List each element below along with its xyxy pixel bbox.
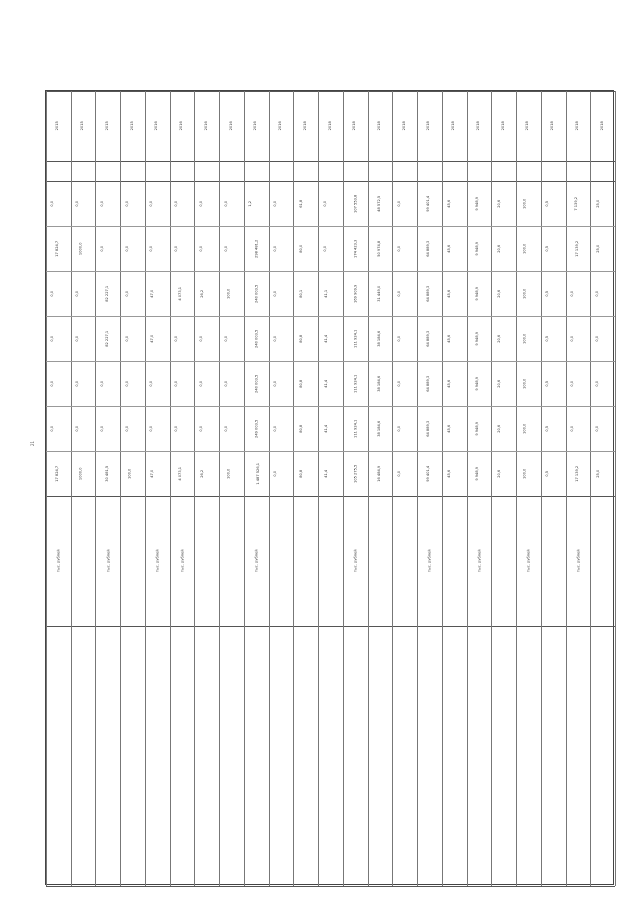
value-cell: 80,8 (298, 379, 303, 388)
year-cell: 2018 (450, 121, 455, 131)
value-cell: 20,6 (496, 469, 501, 478)
value-cell: 0,0 (50, 380, 55, 387)
value-cell: 41,4 (323, 379, 328, 388)
value-cell: 48 572,5 (377, 195, 382, 212)
value-cell: 0,0 (75, 335, 80, 342)
row-divider (491, 91, 492, 886)
value-cell: 107 553,8 (353, 194, 358, 213)
value-cell: 105 275,5 (353, 464, 358, 483)
value-cell: 111 924,1 (353, 419, 358, 438)
value-cell: 1000,0 (78, 242, 83, 255)
value-cell: 99 401,4 (426, 465, 431, 482)
value-cell: 45,6 (447, 469, 452, 478)
value-cell: 20,6 (496, 379, 501, 388)
value-cell: 47,0 (150, 289, 155, 298)
value-cell: 0,0 (198, 200, 203, 207)
value-cell: 99 401,4 (426, 195, 431, 212)
value-cell: 80,8 (298, 424, 303, 433)
value-cell: 0,0 (124, 245, 129, 252)
value-cell: 9 948,9 (474, 421, 479, 436)
value-cell: 45,6 (447, 289, 452, 298)
value-cell: 45,6 (447, 334, 452, 343)
value-cell: 100,0 (522, 288, 527, 299)
value-cell: 16 484,9 (377, 465, 382, 482)
value-cell: 0,0 (396, 200, 401, 207)
row-divider (541, 91, 542, 886)
year-cell: 2018 (475, 121, 480, 131)
value-cell: 17 139,2 (575, 465, 580, 482)
value-cell: 61,8 (298, 199, 303, 208)
unit-cell: тыс. рублей (526, 549, 531, 573)
value-cell: 20,6 (496, 424, 501, 433)
value-cell: 80,0 (298, 244, 303, 253)
row-divider (392, 91, 393, 886)
value-cell: 0,0 (174, 200, 179, 207)
value-divider (46, 451, 615, 452)
value-cell: 0,0 (396, 380, 401, 387)
value-cell: 174 423,3 (353, 239, 358, 258)
year-cell: 2018 (352, 121, 357, 131)
value-cell: 9 948,9 (474, 331, 479, 346)
value-cell: 0,0 (99, 380, 104, 387)
row-divider (269, 91, 270, 886)
year-cell: 2016 (203, 121, 208, 131)
value-cell: 0,0 (396, 245, 401, 252)
value-divider (46, 406, 615, 407)
value-cell: 111 924,1 (353, 329, 358, 348)
value-cell: 100,0 (522, 423, 527, 434)
year-cell: 2015 (104, 121, 109, 131)
row-divider (343, 91, 344, 886)
value-cell: 0,0 (273, 290, 278, 297)
value-cell: 0,0 (396, 335, 401, 342)
value-cell: 9 948,9 (474, 241, 479, 256)
row-divider (590, 91, 591, 886)
value-cell: 0,0 (223, 245, 228, 252)
value-cell: 0,0 (396, 425, 401, 432)
value-cell: 80,1 (298, 289, 303, 298)
value-cell: 0,0 (75, 290, 80, 297)
value-cell: 47,0 (150, 469, 155, 478)
value-cell: 41,4 (323, 424, 328, 433)
value-cell: 30 481,5 (105, 465, 110, 482)
row-divider (442, 91, 443, 886)
year-cell: 2016 (228, 121, 233, 131)
value-cell: 100,0 (225, 468, 230, 479)
value-cell: 0,0 (223, 425, 228, 432)
table-divider (46, 626, 615, 627)
value-cell: 31 449,0 (377, 285, 382, 302)
value-cell: 25,0 (595, 244, 600, 253)
value-cell: 240 003,5 (254, 374, 259, 393)
value-cell: 0,0 (594, 290, 599, 297)
value-cell: 9 948,9 (474, 286, 479, 301)
table-divider (46, 496, 615, 497)
value-cell: 0,0 (273, 380, 278, 387)
value-cell: 0,0 (273, 470, 278, 477)
value-cell: 298 481,2 (254, 239, 259, 258)
value-cell: 45,6 (447, 379, 452, 388)
value-cell: 0,5 (545, 245, 550, 252)
value-cell: 0,0 (198, 425, 203, 432)
value-cell: 64 889,3 (426, 420, 431, 437)
value-cell: 47,0 (150, 334, 155, 343)
value-cell: 0,5 (545, 380, 550, 387)
value-cell: 0,0 (223, 380, 228, 387)
value-cell: 7 139,2 (573, 196, 578, 211)
value-cell: 0,0 (174, 335, 179, 342)
value-cell: 0,0 (75, 380, 80, 387)
value-cell: 0,0 (149, 200, 154, 207)
value-cell: 240 003,5 (254, 329, 259, 348)
value-cell: 0,0 (273, 335, 278, 342)
unit-cell: тыс. рублей (155, 549, 160, 573)
row-divider (145, 91, 146, 886)
value-cell: 9 948,9 (474, 376, 479, 391)
value-cell: 0,0 (223, 335, 228, 342)
value-cell: 0,0 (322, 245, 327, 252)
row-divider (318, 91, 319, 886)
row-divider (120, 91, 121, 886)
value-cell: 64 889,3 (426, 375, 431, 392)
year-cell: 2018 (549, 121, 554, 131)
table-divider (46, 886, 615, 887)
row-divider (467, 91, 468, 886)
value-cell: 169 909,9 (353, 284, 358, 303)
value-cell: 1000,0 (78, 467, 83, 480)
value-cell: 20,6 (496, 334, 501, 343)
row-divider (170, 91, 171, 886)
year-cell: 2018 (327, 121, 332, 131)
value-cell: 80,8 (298, 334, 303, 343)
value-cell: 0,0 (124, 335, 129, 342)
year-cell: 2018 (376, 121, 381, 131)
value-cell: 0,0 (124, 200, 129, 207)
value-cell: 0,0 (594, 425, 599, 432)
value-cell: 0,0 (273, 245, 278, 252)
value-cell: 38 184,6 (377, 330, 382, 347)
value-cell: 0,0 (396, 470, 401, 477)
value-cell: 0,0 (273, 425, 278, 432)
row-divider (95, 91, 96, 886)
value-cell: 0,0 (198, 335, 203, 342)
value-cell: 100,0 (522, 243, 527, 254)
unit-cell: тыс. рублей (180, 549, 185, 573)
year-cell: 2016 (277, 121, 282, 131)
value-cell: 17 824,7 (55, 465, 60, 482)
value-cell: 0,0 (223, 200, 228, 207)
value-cell: 100,0 (126, 468, 131, 479)
value-cell: 0,5 (545, 335, 550, 342)
row-divider (293, 91, 294, 886)
value-cell: 4 073,1 (178, 466, 183, 481)
value-cell: 9 948,9 (474, 466, 479, 481)
unit-cell: тыс. рублей (254, 549, 259, 573)
unit-cell: тыс. рублей (56, 549, 61, 573)
value-cell: 64 889,3 (426, 330, 431, 347)
value-cell: 0,0 (124, 290, 129, 297)
year-cell: 2018 (525, 121, 530, 131)
value-cell: 0,5 (545, 290, 550, 297)
table-divider (46, 91, 615, 92)
value-cell: 0,0 (198, 380, 203, 387)
value-cell: 50 974,8 (377, 240, 382, 257)
value-cell: 0,0 (75, 200, 80, 207)
value-cell: 45,6 (447, 424, 452, 433)
year-cell: 2018 (574, 121, 579, 131)
value-cell: 64 889,3 (426, 285, 431, 302)
value-cell: 26,2 (200, 289, 205, 298)
value-cell: 0,0 (174, 380, 179, 387)
table-divider (46, 181, 615, 182)
row-divider (194, 91, 195, 886)
value-cell: 0,0 (99, 245, 104, 252)
unit-cell: тыс. рублей (427, 549, 432, 573)
page-number: 21 (30, 440, 35, 446)
year-cell: 2016 (253, 121, 258, 131)
year-cell: 2015 (129, 121, 134, 131)
value-cell: 38 184,6 (377, 375, 382, 392)
row-divider (516, 91, 517, 886)
value-cell: 38 184,6 (377, 420, 382, 437)
year-cell: 2018 (426, 121, 431, 131)
value-divider (46, 226, 615, 227)
value-cell: 25,0 (595, 469, 600, 478)
value-cell: 0,0 (124, 380, 129, 387)
value-cell: 0,0 (322, 200, 327, 207)
unit-cell: тыс. рублей (576, 549, 581, 573)
row-divider (219, 91, 220, 886)
value-cell: 0,0 (396, 290, 401, 297)
value-cell: 0,0 (594, 380, 599, 387)
value-cell: 100,0 (522, 378, 527, 389)
year-cell: 2018 (302, 121, 307, 131)
value-cell: 82 227,1 (105, 330, 110, 347)
value-cell: 100,0 (522, 333, 527, 344)
value-cell: 0,0 (149, 380, 154, 387)
value-cell: 41,4 (323, 469, 328, 478)
value-cell: 26,2 (200, 469, 205, 478)
value-cell: 0,0 (174, 245, 179, 252)
value-cell: 0,0 (273, 200, 278, 207)
value-cell: 4 073,1 (178, 286, 183, 301)
value-cell: 45,6 (447, 199, 452, 208)
value-cell: 64 889,3 (426, 240, 431, 257)
value-cell: 0,0 (569, 290, 574, 297)
row-divider (368, 91, 369, 886)
year-cell: 2018 (401, 121, 406, 131)
row-divider (244, 91, 245, 886)
value-cell: 0,0 (99, 425, 104, 432)
value-cell: 240 003,5 (254, 284, 259, 303)
value-cell: 0,0 (50, 290, 55, 297)
value-cell: 0,5 (545, 470, 550, 477)
value-cell: 0,5 (545, 200, 550, 207)
year-cell: 2016 (154, 121, 159, 131)
value-cell: 0,0 (99, 200, 104, 207)
year-cell: 2015 (55, 121, 60, 131)
value-cell: 249 003,5 (254, 419, 259, 438)
data-table (45, 90, 614, 885)
value-cell: 0,0 (50, 335, 55, 342)
value-cell: 0,0 (569, 425, 574, 432)
value-cell: 0,0 (174, 425, 179, 432)
value-cell: 1 487 526,1 (256, 462, 261, 485)
table-divider (46, 161, 615, 162)
row-divider (566, 91, 567, 886)
unit-cell: тыс. рублей (353, 549, 358, 573)
year-cell: 2015 (79, 121, 84, 131)
value-divider (46, 361, 615, 362)
value-cell: 0,0 (594, 335, 599, 342)
value-cell: 0,0 (569, 380, 574, 387)
value-cell: 41,4 (323, 334, 328, 343)
value-cell: 0,0 (75, 425, 80, 432)
year-cell: 2018 (599, 121, 604, 131)
value-divider (46, 316, 615, 317)
value-cell: 0,0 (50, 425, 55, 432)
value-divider (46, 271, 615, 272)
value-cell: 0,5 (545, 425, 550, 432)
value-cell: 9 948,9 (474, 196, 479, 211)
value-cell: 0,0 (569, 335, 574, 342)
value-cell: 17 139,2 (575, 240, 580, 257)
row-divider (417, 91, 418, 886)
value-cell: 100,0 (225, 288, 230, 299)
value-cell: 20,6 (496, 199, 501, 208)
value-cell: 0,0 (149, 245, 154, 252)
unit-cell: тыс. рублей (106, 549, 111, 573)
value-cell: 20,6 (496, 289, 501, 298)
value-cell: 41,1 (323, 289, 328, 298)
row-divider (71, 91, 72, 886)
row-divider (615, 91, 616, 886)
value-cell: 20,6 (496, 244, 501, 253)
row-divider (46, 91, 47, 886)
unit-cell: тыс. рублей (477, 549, 482, 573)
year-cell: 2016 (178, 121, 183, 131)
value-cell: 17 824,7 (55, 240, 60, 257)
value-cell: 1,2 (248, 200, 253, 207)
value-cell: 0,0 (124, 425, 129, 432)
value-cell: 100,0 (522, 468, 527, 479)
value-cell: 0,0 (198, 245, 203, 252)
value-cell: 100,0 (522, 198, 527, 209)
value-cell: 111 924,1 (353, 374, 358, 393)
value-cell: 25,0 (595, 199, 600, 208)
value-cell: 45,6 (447, 244, 452, 253)
value-cell: 82 227,1 (105, 285, 110, 302)
value-cell: 0,0 (149, 425, 154, 432)
value-cell: 80,8 (298, 469, 303, 478)
year-cell: 2018 (500, 121, 505, 131)
value-cell: 0,0 (50, 200, 55, 207)
